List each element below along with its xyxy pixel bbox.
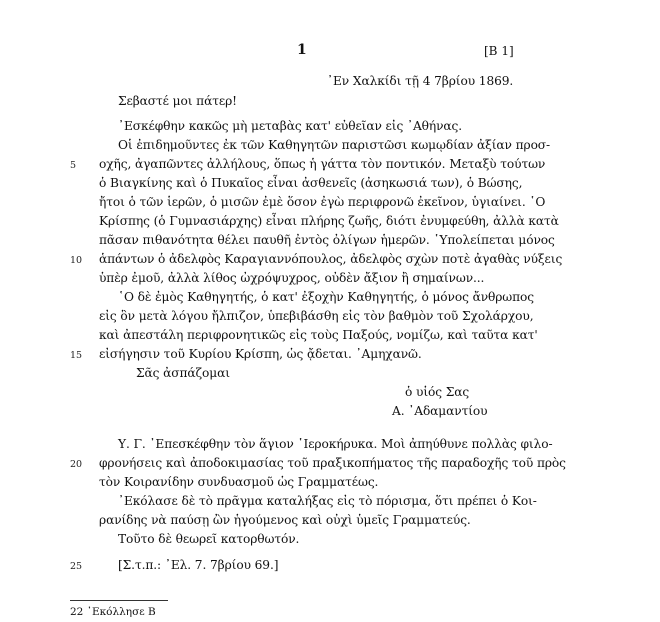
postscript-line-4: ᾽Εκόλασε δὲ τὸ πρᾶγμα καταλήξας εἰς τὸ πόρισμα, ὅτι πρέπει ὁ Κοι- <box>118 494 537 508</box>
footnote-rule <box>70 600 168 601</box>
editorial-note: [Σ.τ.π.: ᾽Ελ. 7. 7βρίου 69.] <box>118 558 279 572</box>
page-number: 1 <box>297 42 307 58</box>
line-number-10: 10 <box>70 255 83 266</box>
body-line-10: ῾Ο δὲ ἐμὸς Καθηγητής, ὁ κατ' ἐξοχὴν Καθηγητής, ὁ μόνος ἄνθρωπος <box>118 290 535 304</box>
postscript-line-6: Τοῦτο δὲ θεωρεῖ κατορθωτόν. <box>118 532 300 546</box>
body-line-4: ὁ Βιαγκίνης καὶ ὁ Πυκαῖος εἶναι ἀσθενεῖς (ἀσηκωσιά των), ὁ Βώσης, <box>99 176 523 190</box>
line-number-5: 5 <box>70 160 77 171</box>
footnote: 22 ᾽Εκόλλησε Β <box>70 606 156 618</box>
line-number-15: 15 <box>70 350 83 361</box>
body-line-8: ἁπάντων ὁ ἀδελφὸς Καραγιαννόπουλος, ἀδελφὸς σχὼν ποτὲ ἀγαθὰς νύξεις <box>99 252 563 266</box>
salutation: Σεβαστέ μοι πάτερ! <box>118 94 237 108</box>
body-line-13: εἰσήγησιν τοῦ Κυρίου Κρίσπη, ὡς ᾄδεται. ᾽Αμηχανῶ. <box>99 347 422 361</box>
body-line-9: ὑπὲρ ἐμοῦ, ἀλλὰ λίθος ὠχρόψυχρος, οὐδὲν ἄξιον ἢ σημαίνων... <box>99 271 485 285</box>
body-line-2: Οἱ ἐπιδημοῦντες ἐκ τῶν Καθηγητῶν παριστῶσι κωμῳδίαν ἀξίαν προσ- <box>118 138 551 152</box>
body-line-1: ᾽Εσκέφθην κακῶς μὴ μεταβὰς κατ' εὐθεῖαν εἰς ᾽Αθήνας. <box>118 119 463 133</box>
postscript-line-5: ρανίδης νὰ παύσῃ ὢν ἡγούμενος καὶ οὐχὶ ὑμεῖς Γραμματεύς. <box>99 513 471 527</box>
postscript-line-3: τὸν Κοιρανίδην συνδυασμοῦ ὡς Γραμματέως. <box>99 475 379 489</box>
body-line-5: ἤτοι ὁ τῶν ἱερῶν, ὁ μισῶν ἐμὲ ὅσον ἐγὼ περιφρονῶ ἐκεῖνον, ὑγιαίνει. ῾Ο <box>99 195 546 209</box>
dateline: ᾽Εν Χαλκίδι τῇ 4 7βρίου 1869. <box>327 74 514 88</box>
line-number-25: 25 <box>70 561 83 572</box>
line-number-20: 20 <box>70 459 83 470</box>
body-line-3: οχῆς, ἀγαπῶντες ἀλλήλους, ὅπως ἡ γάττα τὸν ποντικόν. Μεταξὺ τούτων <box>99 157 546 171</box>
body-line-11: εἰς ὃν μετὰ λόγου ἤλπιζον, ὑπεβιβάσθη εἰς τὸν βαθμὸν τοῦ Σχολάρχου, <box>99 309 534 323</box>
closing: Σᾶς ἀσπάζομαι <box>136 366 230 380</box>
reference-code: [Β 1] <box>484 44 514 58</box>
postscript-line-2: φρονήσεις καὶ ἀποδοκιμασίας τοῦ πραξικοπήματος τῆς παραδοχῆς τοῦ πρὸς <box>99 456 566 470</box>
postscript-line-1: Υ. Γ. ᾽Επεσκέφθην τὸν ἅγιον ῾Ιεροκήρυκα. Μοὶ ἀπηύθυνε πολλὰς φιλο- <box>118 437 553 451</box>
signature-name: Α. ᾽Αδαμαντίου <box>392 404 488 418</box>
signature-line-1: ὁ υἱός Σας <box>405 385 470 399</box>
body-line-6: Κρίσπης (ὁ Γυμνασιάρχης) εἶναι πλήρης ζωῆς, διότι ἐνυμφεύθη, ἀλλὰ κατὰ <box>99 214 559 228</box>
body-line-12: καὶ ἀπεστάλη περιφρονητικῶς εἰς τοὺς Παξούς, νομίζω, καὶ ταῦτα κατ' <box>99 328 538 342</box>
body-line-7: πᾶσαν πιθανότητα θέλει παυθῆ ἐντὸς ὀλίγων ἡμερῶν. ῾Υπολείπεται μόνος <box>99 233 555 247</box>
